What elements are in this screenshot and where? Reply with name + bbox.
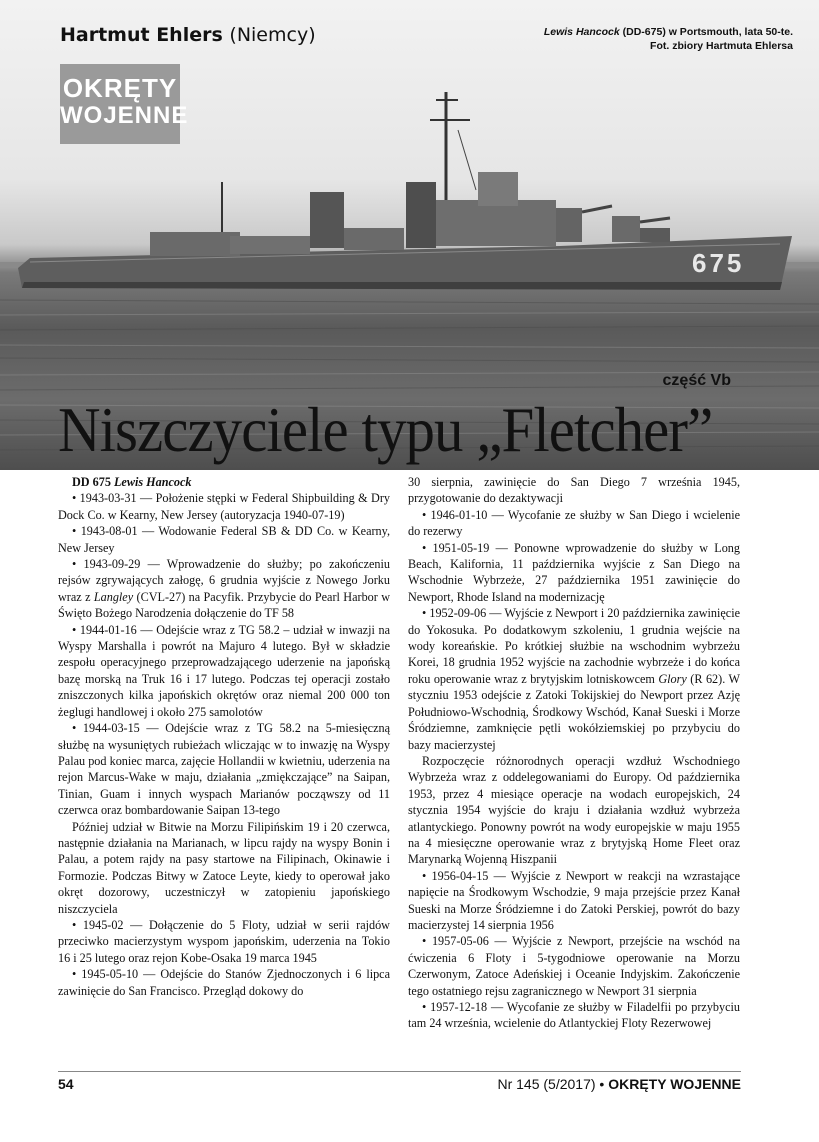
ship-code: DD 675 bbox=[72, 475, 114, 489]
paragraph: • 1957-05-06 — Wyjście z Newport, przejście na wschód na ćwiczenia 6 Floty i 5-tygodniowe operowanie na Morzu Czerwonym, Zatoce Adeńskiej i Oceanie Indyjskim. Zakończenie tego ostatniego rejsu zagranicznego w Newport 31 sierpnia bbox=[408, 934, 740, 998]
paragraph bbox=[408, 605, 740, 753]
text-span: • 1943-09-29 — Wprowadzenie do służby; po zakończeniu rejsów zgrywających załogę, 6 grudnia wyjście z Nowego Jorku wraz z bbox=[58, 557, 390, 604]
paragraph: Później udział w Bitwie na Morzu Filipińskim 19 i 20 czerwca, następnie działania na Marianach, w lipcu rajdy na wyspy Bonin i Palau, a potem rajdy na pasy startowe na Filipinach, Okinawie i Formozie. Podczas Bitwy w Zatoce Leyte, kiedy to operował jako okręt dozorowy, uczestniczył w zatopieniu japońskiego niszczyciela bbox=[58, 819, 390, 916]
paragraph: 30 sierpnia, zawinięcie do San Diego 7 września 1945, przygotowanie do dezaktywacji bbox=[408, 475, 740, 506]
text-span: • 1952-09-06 — Wyjście z Newport i 20 października zawinięcie do Yokosuka. Po dodatkowym szkoleniu, 1 grudnia wejście na wody koreańskie. Po krótkiej służbie na wschodnim wybrzeżu Korei, 18 grudnia 1952 wyjście na zachodnie wybrzeże i do końca roku operowanie wraz z brytyjskim lotniskowcem bbox=[408, 606, 740, 686]
caption-credit: Fot. zbiory Hartmuta Ehlersa bbox=[650, 40, 793, 52]
paragraph: • 1946-01-10 — Wycofanie ze służby w San Diego i wcielenie do rezerwy bbox=[408, 507, 740, 539]
paragraph bbox=[58, 556, 390, 622]
author-name: Hartmut Ehlers bbox=[60, 24, 223, 46]
caption-ship: Lewis Hancock bbox=[543, 26, 620, 38]
ship-heading bbox=[58, 474, 390, 490]
magazine-name: OKRĘTY WOJENNE bbox=[608, 1076, 741, 1092]
paragraph: Rozpoczęcie różnorodnych operacji wzdłuż Wschodniego Wybrzeża wraz z oddelegowaniami do Europy. Od października 1953, przez 4 miesiące operacje na wodach europejskich, 24 stycznia 1954 wyjście do kraju i działania wzdłuż wybrzeża atlantyckiego. Ponowny powrót na wody europejskie w maju 1955 na 4 miesięczne operowanie wraz z brytyjską Home Fleet oraz Marynarką Wojenną Hiszpanii bbox=[408, 753, 740, 867]
paragraph: • 1943-08-01 — Wodowanie Federal SB & DD Co. w Kearny, New Jersey bbox=[58, 524, 390, 555]
part-label: część Vb bbox=[662, 372, 731, 389]
paragraph: • 1943-03-31 — Położenie stępki w Federal Shipbuilding & Dry Dock Co. w Kearny, New Jersey (autoryzacja 1940-07-19) bbox=[58, 491, 390, 522]
paragraph: • 1945-02 — Dołączenie do 5 Floty, udział w serii rajdów przeciwko macierzystym wyspom japońskim, uderzenia na Tokio 16 i 25 lutego oraz rejon Kobe-Osaka 19 marca 1945 bbox=[58, 917, 390, 965]
paragraph: • 1945-05-10 — Odejście do Stanów Zjednoczonych i 6 lipca zawinięcie do San Francisco. Przegląd dokowy do bbox=[58, 967, 390, 998]
paragraph: • 1957-12-18 — Wycofanie ze służby w Filadelfii po przybyciu tam 24 września, wcielenie do Atlantyckiej Floty Rezerwowej bbox=[408, 1000, 740, 1031]
caption-text: (DD-675) w Portsmouth, lata 50-te. bbox=[619, 26, 793, 38]
ship-name-langley: Langley bbox=[93, 589, 134, 604]
page-number: 54 bbox=[58, 1076, 74, 1092]
paragraph: • 1951-05-19 — Ponowne wprowadzenie do służby w Long Beach, Kalifornia, 11 października wyjście z San Diego na Wschodnie Wybrzeże, 27 października 1951 zawinięcie do Newport, Rhode Island na modernizację bbox=[408, 540, 740, 604]
article-title: Niszczyciele typu „Fletcher” bbox=[58, 394, 713, 465]
author-country: (Niemcy) bbox=[229, 24, 316, 46]
issue-info bbox=[497, 1076, 741, 1092]
text-span: (CVL-27) na Pacyfik. Przybycie do Pearl Harbor w Święto Bożego Narodzenia dołączenie do TF 58 bbox=[58, 589, 390, 621]
photo-caption bbox=[463, 25, 793, 53]
ship-name-glory: Glory bbox=[658, 671, 687, 686]
right-column bbox=[408, 474, 740, 1032]
paragraph: • 1944-01-16 — Odejście wraz z TG 58.2 – udział w inwazji na Wyspy Marshalla i powrót na Majuro 4 lutego. Był w składzie zespołu operacyjnego przeprowadzającego uderzenie na japońską bazę morską na Truk 16 i 17 lutego. Podczas tej operacji zostało zniszczonych kilka japońskich okrętów oraz niemal 200 000 ton żeglugi handlowej i około 275 samolotów bbox=[58, 622, 390, 719]
magazine-logo bbox=[60, 64, 189, 144]
logo-line-1: OKRĘTY bbox=[62, 73, 178, 103]
issue-number: Nr 145 (5/2017) • bbox=[497, 1076, 609, 1092]
logo-line-2: WOJENNE bbox=[60, 102, 189, 129]
ship-name: Lewis Hancock bbox=[113, 475, 192, 489]
paragraph: • 1956-04-15 — Wyjście z Newport w reakcji na wzrastające napięcie na Środkowym Wschodzie, 9 maja przejście przez Kanał Sueski na Morze Śródziemne i do Zatoki Perskiej, powrót do bazy macierzystej 14 sierpnia 1956 bbox=[408, 868, 740, 932]
hull-number: 675 bbox=[692, 248, 745, 278]
author bbox=[60, 24, 316, 46]
left-column bbox=[58, 474, 390, 999]
footer-divider bbox=[58, 1071, 741, 1072]
text-span: (R 62). W styczniu 1953 odejście z Zatoki Tokijskiej do Newport przez Azję Południowo-Wschodnią, Środkowy Wschód, Kanał Sueski i Morze Śródziemne, zamknięcie pętli wokółziemskiej po przybyciu do bazy macierzystej bbox=[408, 671, 741, 752]
paragraph: • 1944-03-15 — Odejście wraz z TG 58.2 na 5-miesięczną służbę na wysuniętych rubieżach wliczając w to inwazję na Wyspy Palau pod koniec marca, zajęcie Hollandii w kwietniu, uderzenia na rejon Marcus-Wake w maju, działania „zmiękczające” na Saipan, Tinian, Guam i innych wyspach Marianów począwszy od 11 czerwca oraz bombardowanie Saipan 13-tego bbox=[58, 721, 390, 818]
